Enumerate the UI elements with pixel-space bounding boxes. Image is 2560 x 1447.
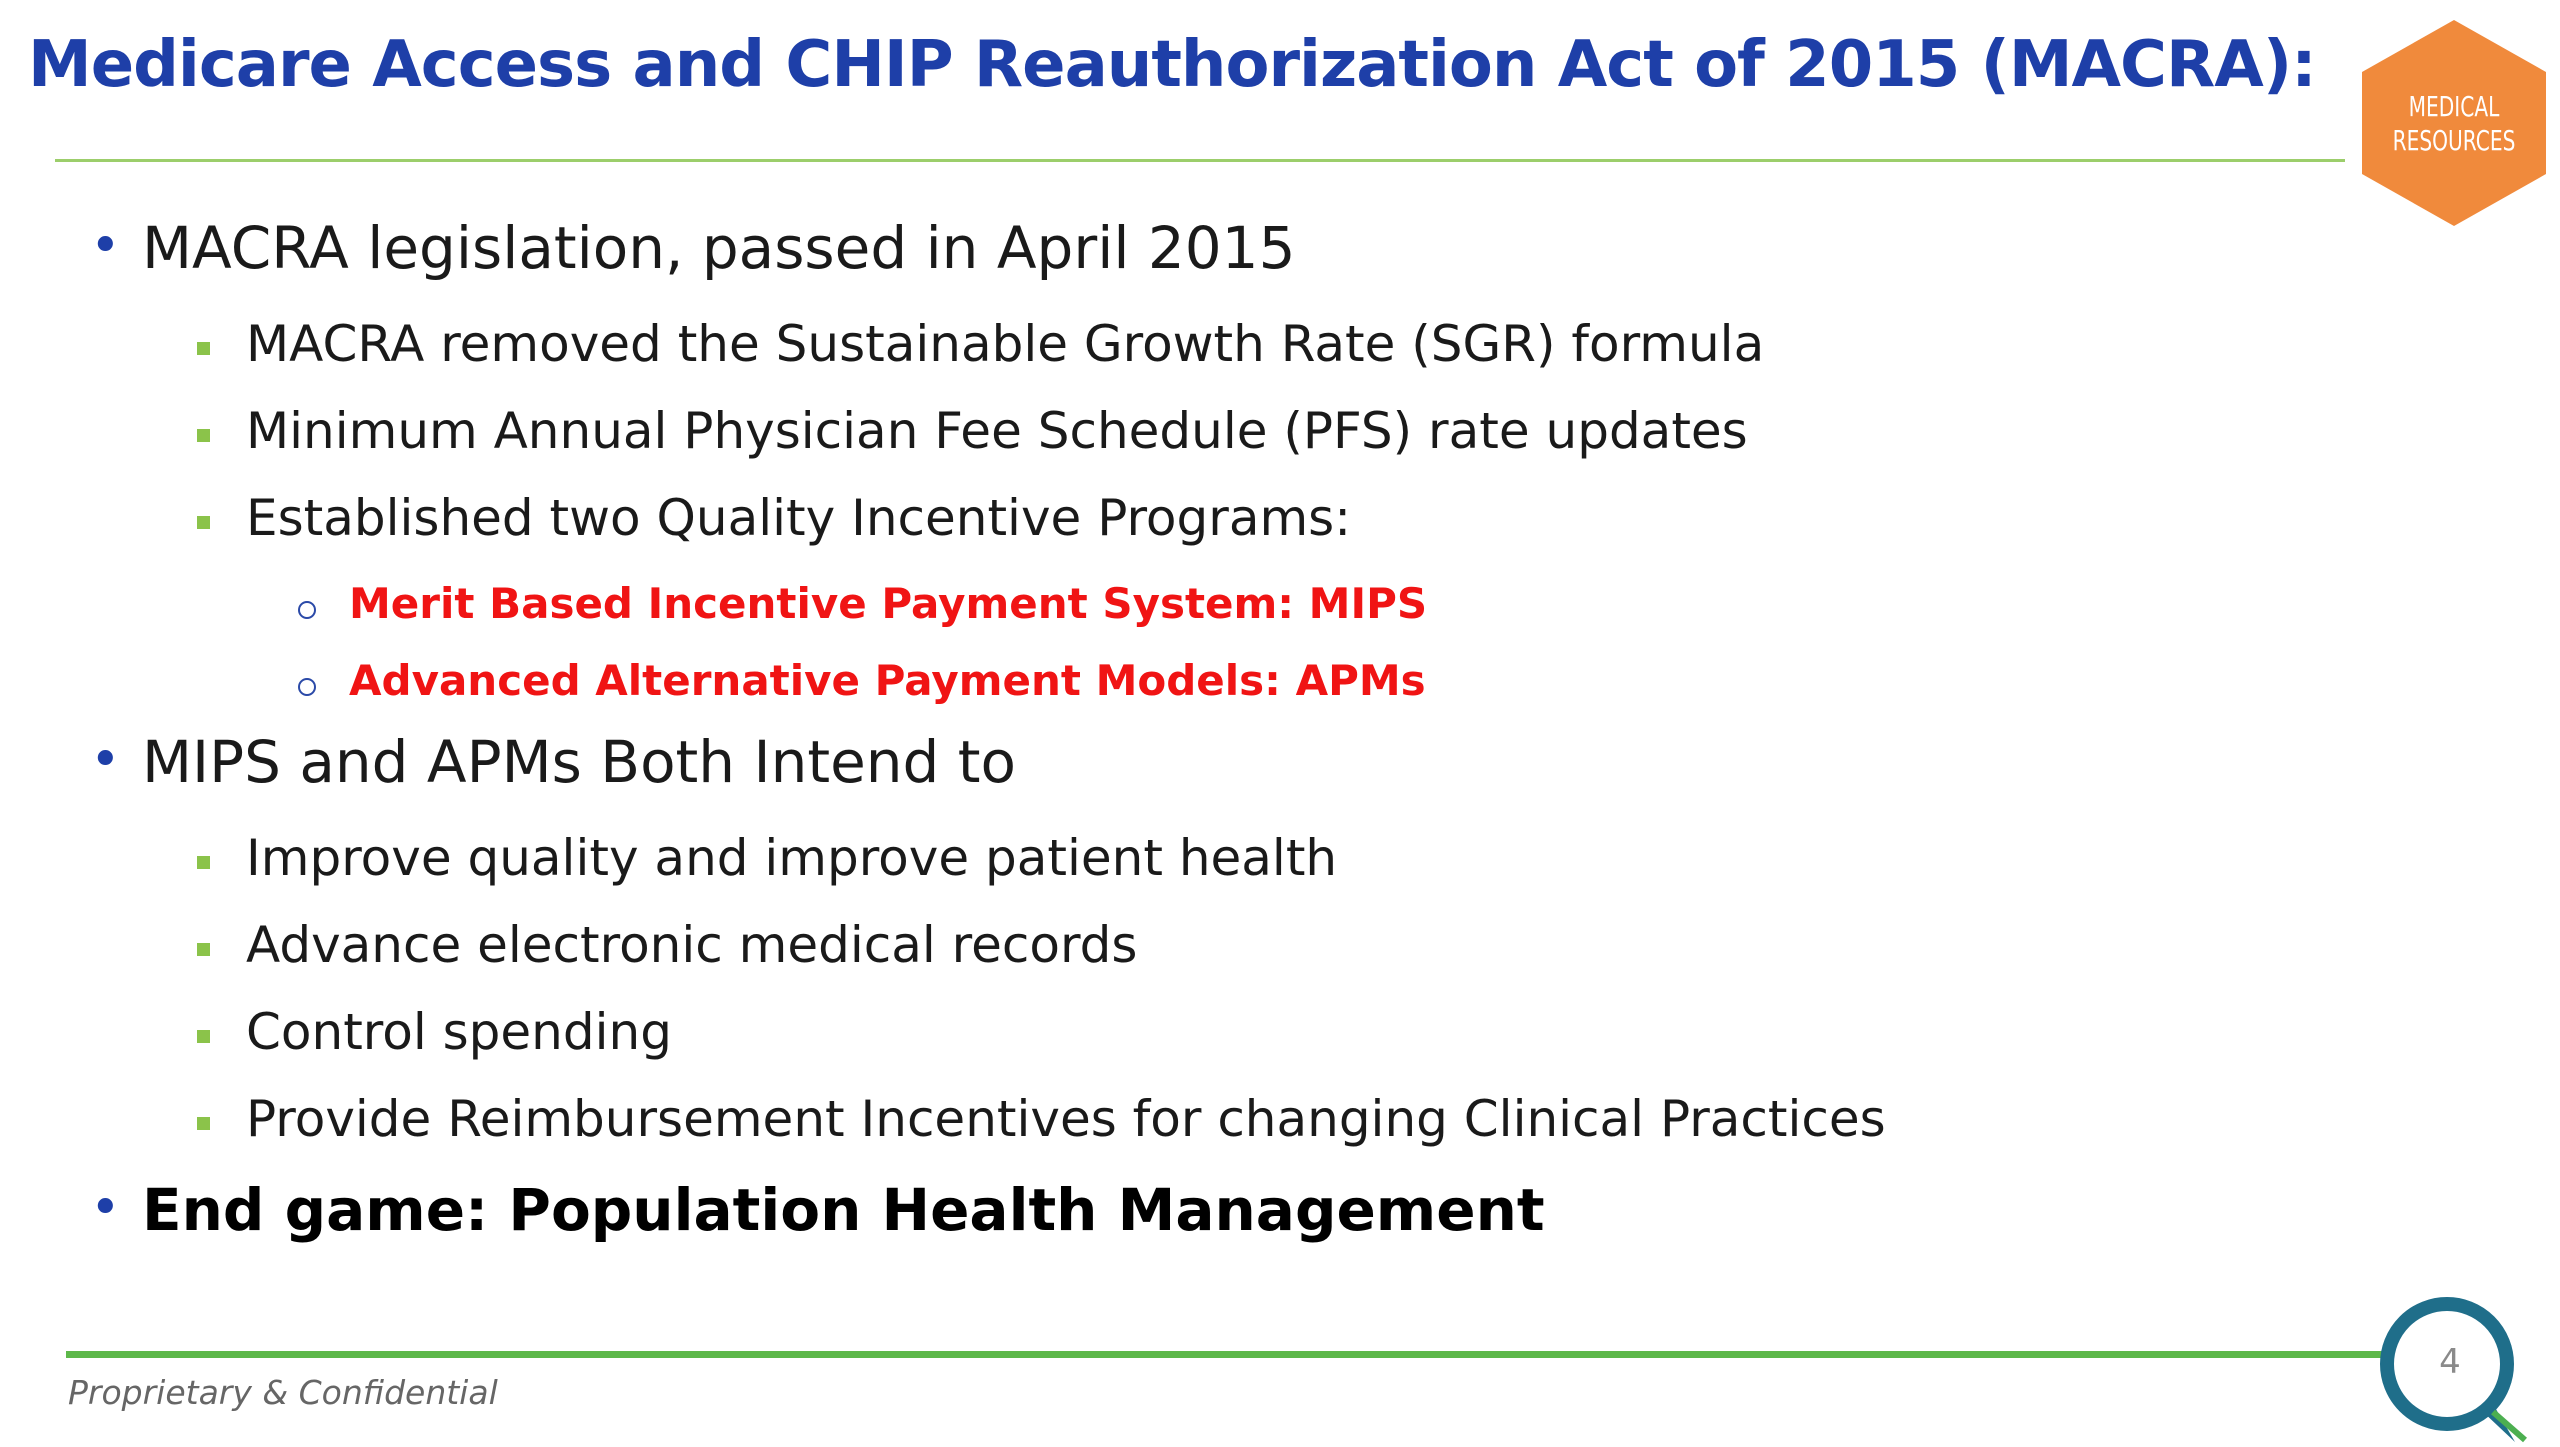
medical-resources-logo	[2358, 18, 2550, 228]
bullet-1-sub-1: MACRA removed the Sustainable Growth Rate (SGR) formula	[246, 315, 1765, 373]
square-bullet-icon	[197, 342, 210, 355]
dot-bullet-icon: •	[90, 1178, 121, 1238]
square-bullet-icon	[197, 1117, 210, 1130]
square-bullet-icon	[197, 516, 210, 529]
page-number: 4	[2439, 1342, 2461, 1382]
logo-text-line-1: MEDICAL	[2408, 90, 2500, 123]
bullet-1-text: MACRA legislation, passed in April 2015	[142, 214, 1296, 282]
square-bullet-icon	[197, 943, 210, 956]
bullet-1-subsub-2: Advanced Alternative Payment Models: APMs	[349, 656, 1426, 705]
bullet-1-subsub-1: Merit Based Incentive Payment System: MIPS	[349, 579, 1428, 628]
logo-text-line-2: RESOURCES	[2392, 124, 2516, 157]
title-divider	[55, 159, 2345, 162]
dot-bullet-icon: •	[90, 216, 121, 276]
bullet-1-sub-3: Established two Quality Incentive Programs:	[246, 489, 1352, 547]
bullet-1-sub-2: Minimum Annual Physician Fee Schedule (PFS) rate updates	[246, 402, 1748, 460]
square-bullet-icon	[197, 429, 210, 442]
footer-confidentiality: Proprietary & Confidential	[68, 1373, 498, 1412]
dot-bullet-icon: •	[90, 730, 121, 790]
bullet-2-text: MIPS and APMs Both Intend to	[142, 728, 1017, 796]
hollow-circle-bullet-icon	[298, 678, 316, 696]
square-bullet-icon	[197, 1030, 210, 1043]
bullet-2-sub-3: Control spending	[246, 1003, 672, 1061]
bullet-3-text: End game: Population Health Management	[142, 1176, 1545, 1244]
square-bullet-icon	[197, 856, 210, 869]
footer-divider	[66, 1351, 2396, 1358]
bullet-2-sub-2: Advance electronic medical records	[246, 916, 1138, 974]
hollow-circle-bullet-icon	[298, 601, 316, 619]
bullet-2-sub-4: Provide Reimbursement Incentives for changing Clinical Practices	[246, 1090, 1886, 1148]
slide-title: Medicare Access and CHIP Reauthorization Act of 2015 (MACRA):	[28, 28, 2316, 102]
logo-text	[2385, 90, 2523, 158]
bullet-2-sub-1: Improve quality and improve patient health	[246, 829, 1338, 887]
